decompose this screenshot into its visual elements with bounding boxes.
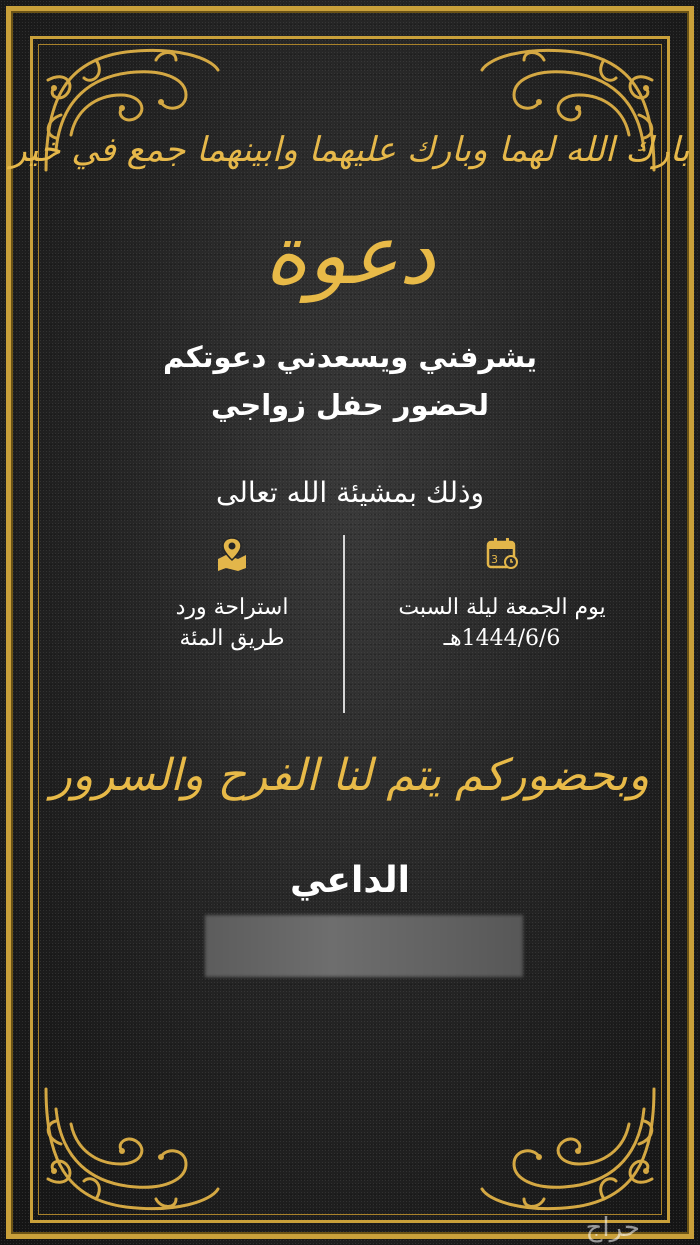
event-date: 1444/6/6هـ — [443, 626, 561, 652]
date-section — [382, 535, 622, 657]
map-pin-icon — [214, 535, 250, 571]
venue-road: طريق المئة — [179, 626, 285, 652]
ornament-corner-icon — [36, 1079, 226, 1219]
closing-calligraphy: وبحضوركم يتم لنا الفرح والسرور — [50, 750, 650, 801]
svg-text:3: 3 — [491, 553, 498, 566]
invitation-line-3: وذلك بمشيئة الله تعالى — [216, 476, 484, 509]
ornament-corner-icon — [474, 1079, 664, 1219]
blessing-calligraphy: بارك الله لهما وبارك عليهما وابينهما جمع في خير — [10, 130, 690, 170]
invitation-title: دعوة — [264, 208, 436, 303]
watermark: حراج — [585, 1213, 640, 1243]
host-label: الداعي — [289, 860, 410, 901]
redacted-name — [205, 915, 523, 977]
venue-name: استراحة ورد — [175, 595, 289, 620]
invitation-line-2: لحضور حفل زواجي — [211, 388, 489, 422]
calendar-icon — [484, 535, 520, 571]
venue-section — [112, 535, 352, 657]
event-day: يوم الجمعة ليلة السبت — [398, 595, 606, 620]
invitation-line-1: يشرفني ويسعدني دعوتكم — [163, 340, 537, 374]
